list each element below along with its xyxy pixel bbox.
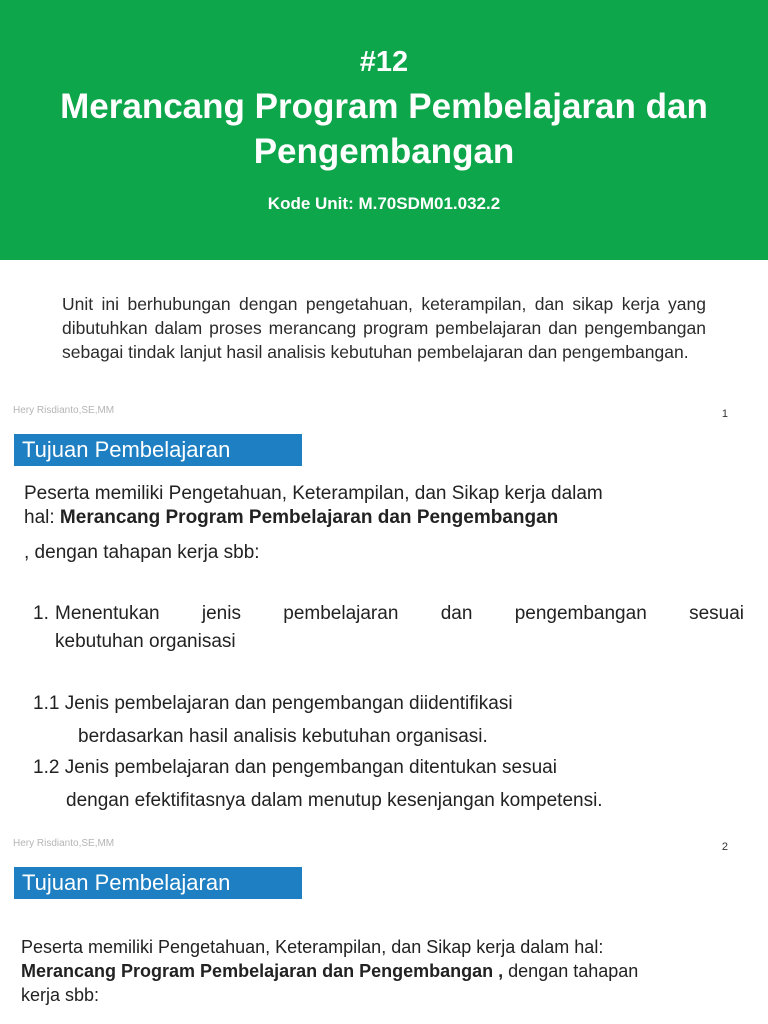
slide3-bold-title: Merancang Program Pembelajaran dan Pengembangan ,	[21, 961, 504, 981]
page-number: 1	[721, 408, 728, 420]
sub1-line2: berdasarkan hasil analisis kebutuhan organisasi.	[78, 726, 488, 747]
section-header-tujuan: Tujuan Pembelajaran	[14, 434, 302, 466]
intro-line3: , dengan tahapan kerja sbb:	[24, 542, 260, 563]
slide3-intro-line3: kerja sbb:	[21, 985, 100, 1005]
item1-line2: kebutuhan organisasi	[55, 631, 236, 652]
unit-number: #12	[359, 46, 409, 78]
title-banner	[0, 0, 768, 260]
page-number-2: 2	[721, 841, 728, 853]
slide3-intro-line2	[21, 959, 751, 983]
sub1-line1: 1.1 Jenis pembelajaran dan pengembangan diidentifikasi	[33, 693, 513, 714]
intro-bold-title: Merancang Program Pembelajaran dan Pengembangan	[59, 507, 559, 528]
slide-title-line2: Pengembangan	[253, 132, 515, 171]
sub2-line1: 1.2 Jenis pembelajaran dan pengembangan ditentukan sesuai	[33, 757, 557, 778]
unit-description: Unit ini berhubungan dengan pengetahuan, keterampilan, dan sikap kerja yang dibutuhkan dalam proses merancang program pembelajaran dan pengembangan sebagai tindak lanjut hasil analisis kebutuhan pembelajaran dan pengembangan.	[62, 294, 706, 362]
slide-title-line1: Merancang Program Pembelajaran dan	[60, 87, 708, 126]
intro-hal: hal:	[24, 507, 55, 528]
item1-line1: Menentukan jenis pembelajaran dan pengembangan sesuai	[55, 603, 744, 624]
slide3-intro-line1: Peserta memiliki Pengetahuan, Keterampilan, dan Sikap kerja dalam hal:	[21, 937, 604, 957]
slide3-intro	[21, 935, 751, 1007]
item1-number: 1.	[33, 603, 49, 624]
slide-title	[0, 84, 768, 174]
intro-text	[24, 482, 744, 530]
kode-unit: Kode Unit: M.70SDM01.032.2	[267, 194, 501, 213]
intro-line1: Peserta memiliki Pengetahuan, Keterampilan, dan Sikap kerja dalam	[24, 483, 603, 504]
section-header-tujuan-2: Tujuan Pembelajaran	[14, 867, 302, 899]
intro-line2	[24, 506, 744, 530]
slide3-intro-rest: dengan tahapan	[503, 961, 639, 981]
footer-author: Hery Risdianto,SE,MM	[13, 405, 115, 416]
footer-author-2: Hery Risdianto,SE,MM	[13, 838, 115, 849]
sub2-line2: dengan efektifitasnya dalam menutup kesenjangan kompetensi.	[66, 790, 603, 811]
